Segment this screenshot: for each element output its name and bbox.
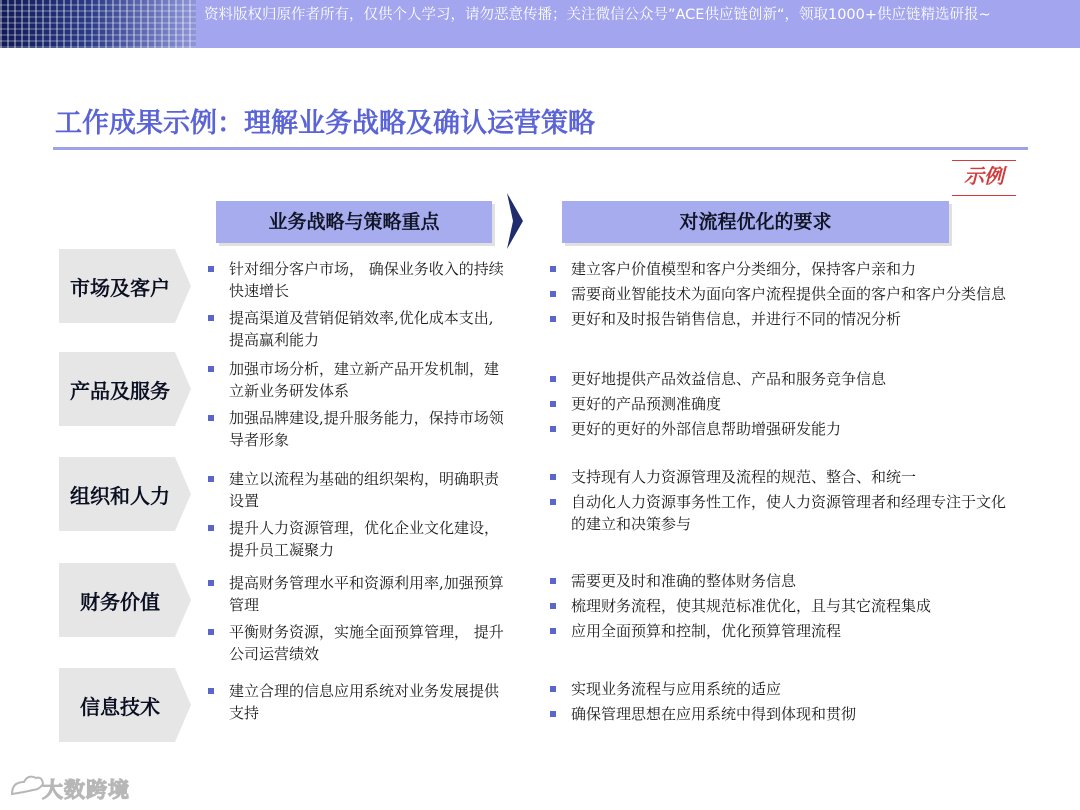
list-item: 加强品牌建设,提升服务能力，保持市场领导者形象 xyxy=(205,407,505,451)
list-item: 自动化人力资源事务性工作，使人力资源管理者和经理专注于文化的建立和决策参与 xyxy=(547,491,1017,535)
list-item: 更好的产品预测准确度 xyxy=(547,393,1017,415)
requirement-list-product-service xyxy=(547,368,1017,443)
list-item: 确保管理思想在应用系统中得到体现和贯彻 xyxy=(547,703,1017,725)
list-item: 建立以流程为基础的组织架构，明确职责设置 xyxy=(205,468,505,512)
bullet-icon xyxy=(550,291,556,297)
requirement-list-it xyxy=(547,678,1017,728)
bullet-icon xyxy=(550,499,556,505)
category-label: 组织和人力 xyxy=(70,483,170,508)
list-item: 针对细分客户市场， 确保业务收入的持续快速增长 xyxy=(205,258,505,302)
list-item: 建立客户价值模型和客户分类细分，保持客户亲和力 xyxy=(547,258,1017,280)
strategy-list-org-hr xyxy=(205,468,505,566)
bullet-icon xyxy=(208,415,214,421)
watermark-text: 大数跨境 xyxy=(42,778,130,802)
category-label: 财务价值 xyxy=(80,589,160,614)
list-item: 加强市场分析，建立新产品开发机制，建立新业务研发体系 xyxy=(205,358,505,402)
list-item: 实现业务流程与应用系统的适应 xyxy=(547,678,1017,700)
banner-decor-image xyxy=(0,0,196,48)
bullet-icon xyxy=(208,580,214,586)
list-item: 支持现有人力资源管理及流程的规范、整合、和统一 xyxy=(547,466,1017,488)
header-business-strategy: 业务战略与策略重点 xyxy=(216,201,492,243)
bullet-icon xyxy=(208,629,214,635)
banner-copyright-text: 资料版权归原作者所有，仅供个人学习，请勿恶意传播；关注微信公众号”ACE供应链创新“，领取1000+供应链精选研报~ xyxy=(204,7,991,23)
category-label: 产品及服务 xyxy=(70,378,170,403)
strategy-list-product-service xyxy=(205,358,505,456)
bullet-icon xyxy=(550,711,556,717)
category-label: 信息技术 xyxy=(80,694,160,719)
list-item: 建立合理的信息应用系统对业务发展提供支持 xyxy=(205,680,505,724)
requirement-list-market-customer xyxy=(547,258,1017,333)
bullet-icon xyxy=(550,686,556,692)
bullet-icon xyxy=(208,525,214,531)
category-org-hr xyxy=(59,457,191,531)
category-finance xyxy=(59,563,191,637)
list-item: 更好的更好的外部信息帮助增强研发能力 xyxy=(547,418,1017,440)
page-title: 工作成果示例：理解业务战略及确认运营策略 xyxy=(55,108,595,139)
bullet-icon xyxy=(550,474,556,480)
list-item: 平衡财务资源，实施全面预算管理， 提升公司运营绩效 xyxy=(205,621,505,665)
chevron-right-icon xyxy=(507,193,523,249)
list-item: 更好和及时报告销售信息，并进行不同的情况分析 xyxy=(547,308,1017,330)
bullet-icon xyxy=(550,426,556,432)
bullet-icon xyxy=(550,628,556,634)
list-item: 需要更及时和准确的整体财务信息 xyxy=(547,570,1017,592)
bullet-icon xyxy=(208,266,214,272)
list-item: 应用全面预算和控制，优化预算管理流程 xyxy=(547,620,1017,642)
list-item: 提高渠道及营销促销效率,优化成本支出,提高赢利能力 xyxy=(205,307,505,351)
bullet-icon xyxy=(208,366,214,372)
category-it xyxy=(59,668,191,742)
header-process-requirements: 对流程优化的要求 xyxy=(562,201,949,243)
top-banner xyxy=(0,0,1080,48)
list-item: 梳理财务流程，使其规范标准优化，且与其它流程集成 xyxy=(547,595,1017,617)
category-market-customer xyxy=(59,249,191,323)
bullet-icon xyxy=(550,401,556,407)
bullet-icon xyxy=(550,316,556,322)
bullet-icon xyxy=(208,476,214,482)
list-item: 更好地提供产品效益信息、产品和服务竞争信息 xyxy=(547,368,1017,390)
bullet-icon xyxy=(550,266,556,272)
bullet-icon xyxy=(550,376,556,382)
list-item: 提升人力资源管理，优化企业文化建设， 提升员工凝聚力 xyxy=(205,517,505,561)
list-item: 提高财务管理水平和资源利用率,加强预算管理 xyxy=(205,572,505,616)
category-label: 市场及客户 xyxy=(70,275,170,300)
example-tag: 示例 xyxy=(952,160,1016,196)
strategy-list-market-customer xyxy=(205,258,505,356)
category-product-service xyxy=(59,352,191,426)
requirement-list-finance xyxy=(547,570,1017,645)
bullet-icon xyxy=(208,688,214,694)
bullet-icon xyxy=(550,603,556,609)
requirement-list-org-hr xyxy=(547,466,1017,538)
strategy-list-it xyxy=(205,680,505,729)
title-divider xyxy=(53,147,1028,150)
strategy-list-finance xyxy=(205,572,505,670)
bullet-icon xyxy=(550,578,556,584)
list-item: 需要商业智能技术为面向客户流程提供全面的客户和客户分类信息 xyxy=(547,283,1017,305)
bullet-icon xyxy=(208,315,214,321)
